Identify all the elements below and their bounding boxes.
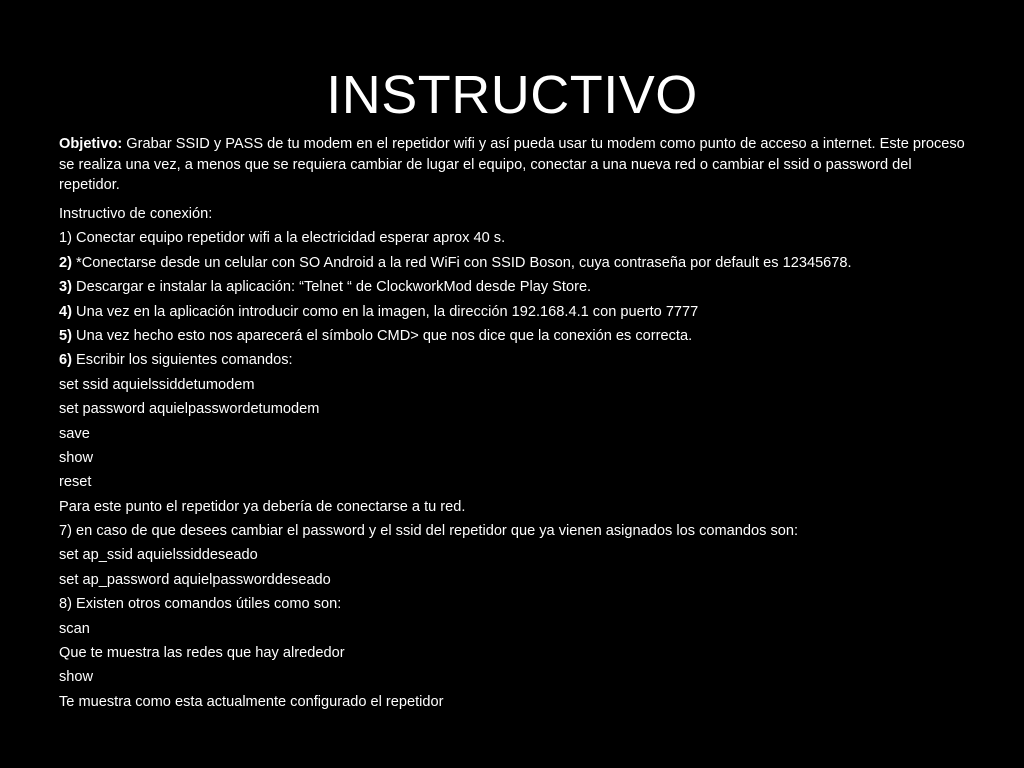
line-text: set ssid aquielssiddetumodem [59,376,255,393]
step-number: 6) [59,352,72,369]
line-text: set ap_password aquielpassworddeseado [59,571,331,588]
slide-body [59,134,971,714]
objective-text: Grabar SSID y PASS de tu modem en el repetidor wifi y así pueda usar tu modem como punto de acceso a internet. Este proceso se realiza una vez, a menos que se requiera cambiar de lugar el equipo, conectar a una nueva red o cambiar el ssid o password del repetidor. [59,136,965,193]
line-text: Una vez en la aplicación introducir como en la imagen, la dirección 192.168.4.1 con puerto 7777 [71,303,699,320]
slide-title: INSTRUCTIVO [326,65,698,125]
step-number: 2) [59,254,72,271]
objective-label: Objetivo: [59,136,123,152]
line-text: Descargar e instalar la aplicación: “Telnet “ de ClockworkMod desde Play Store. [71,279,592,296]
line-text: *Conectarse desde un celular con SO Android a la red WiFi con SSID Boson, cuya contraseña por default es 12345678. [71,254,852,271]
line-text: Instructivo de conexión: [59,206,213,222]
line-text: show [59,449,94,466]
instruction-line [59,617,971,641]
line-text: scan [59,620,90,637]
step-number: 4) [59,303,72,320]
instruction-line [59,202,971,226]
line-text: 1) Conectar equipo repetidor wifi a la electricidad esperar aprox 40 s. [59,230,506,247]
line-text: save [59,425,90,442]
instruction-line [59,495,971,519]
objective-paragraph [59,134,971,196]
line-text: Una vez hecho esto nos aparecerá el símbolo CMD> que nos dice que la conexión es correcta. [71,327,693,344]
instruction-line [59,470,971,494]
instruction-line [59,592,971,616]
line-text: set ap_ssid aquielssiddeseado [59,547,258,564]
instruction-line [59,422,971,446]
line-text: reset [59,474,92,491]
instruction-line [59,519,971,543]
instruction-line [59,665,971,689]
instruction-line [59,226,971,250]
step-number: 5) [59,327,72,344]
line-text: Que te muestra las redes que hay alrededor [59,645,345,662]
instruction-line [59,251,971,275]
instruction-list [59,202,971,714]
line-text: Escribir los siguientes comandos: [71,352,293,369]
instruction-line [59,446,971,470]
instruction-line [59,373,971,397]
instruction-line [59,324,971,348]
instruction-line [59,690,971,714]
instruction-line [59,397,971,421]
line-text: set password aquielpasswordetumodem [59,401,320,418]
instruction-line [59,275,971,299]
instruction-line [59,300,971,324]
instruction-line [59,641,971,665]
line-text: Te muestra como esta actualmente configurado el repetidor [59,693,444,710]
instruction-line [59,543,971,567]
instruction-line [59,348,971,372]
line-text: 8) Existen otros comandos útiles como son: [59,596,342,613]
step-number: 3) [59,279,72,296]
line-text: Para este punto el repetidor ya debería de conectarse a tu red. [59,498,466,515]
line-text: show [59,669,94,686]
instruction-line [59,568,971,592]
line-text: 7) en caso de que desees cambiar el password y el ssid del repetidor que ya vienen asignados los comandos son: [59,523,799,540]
